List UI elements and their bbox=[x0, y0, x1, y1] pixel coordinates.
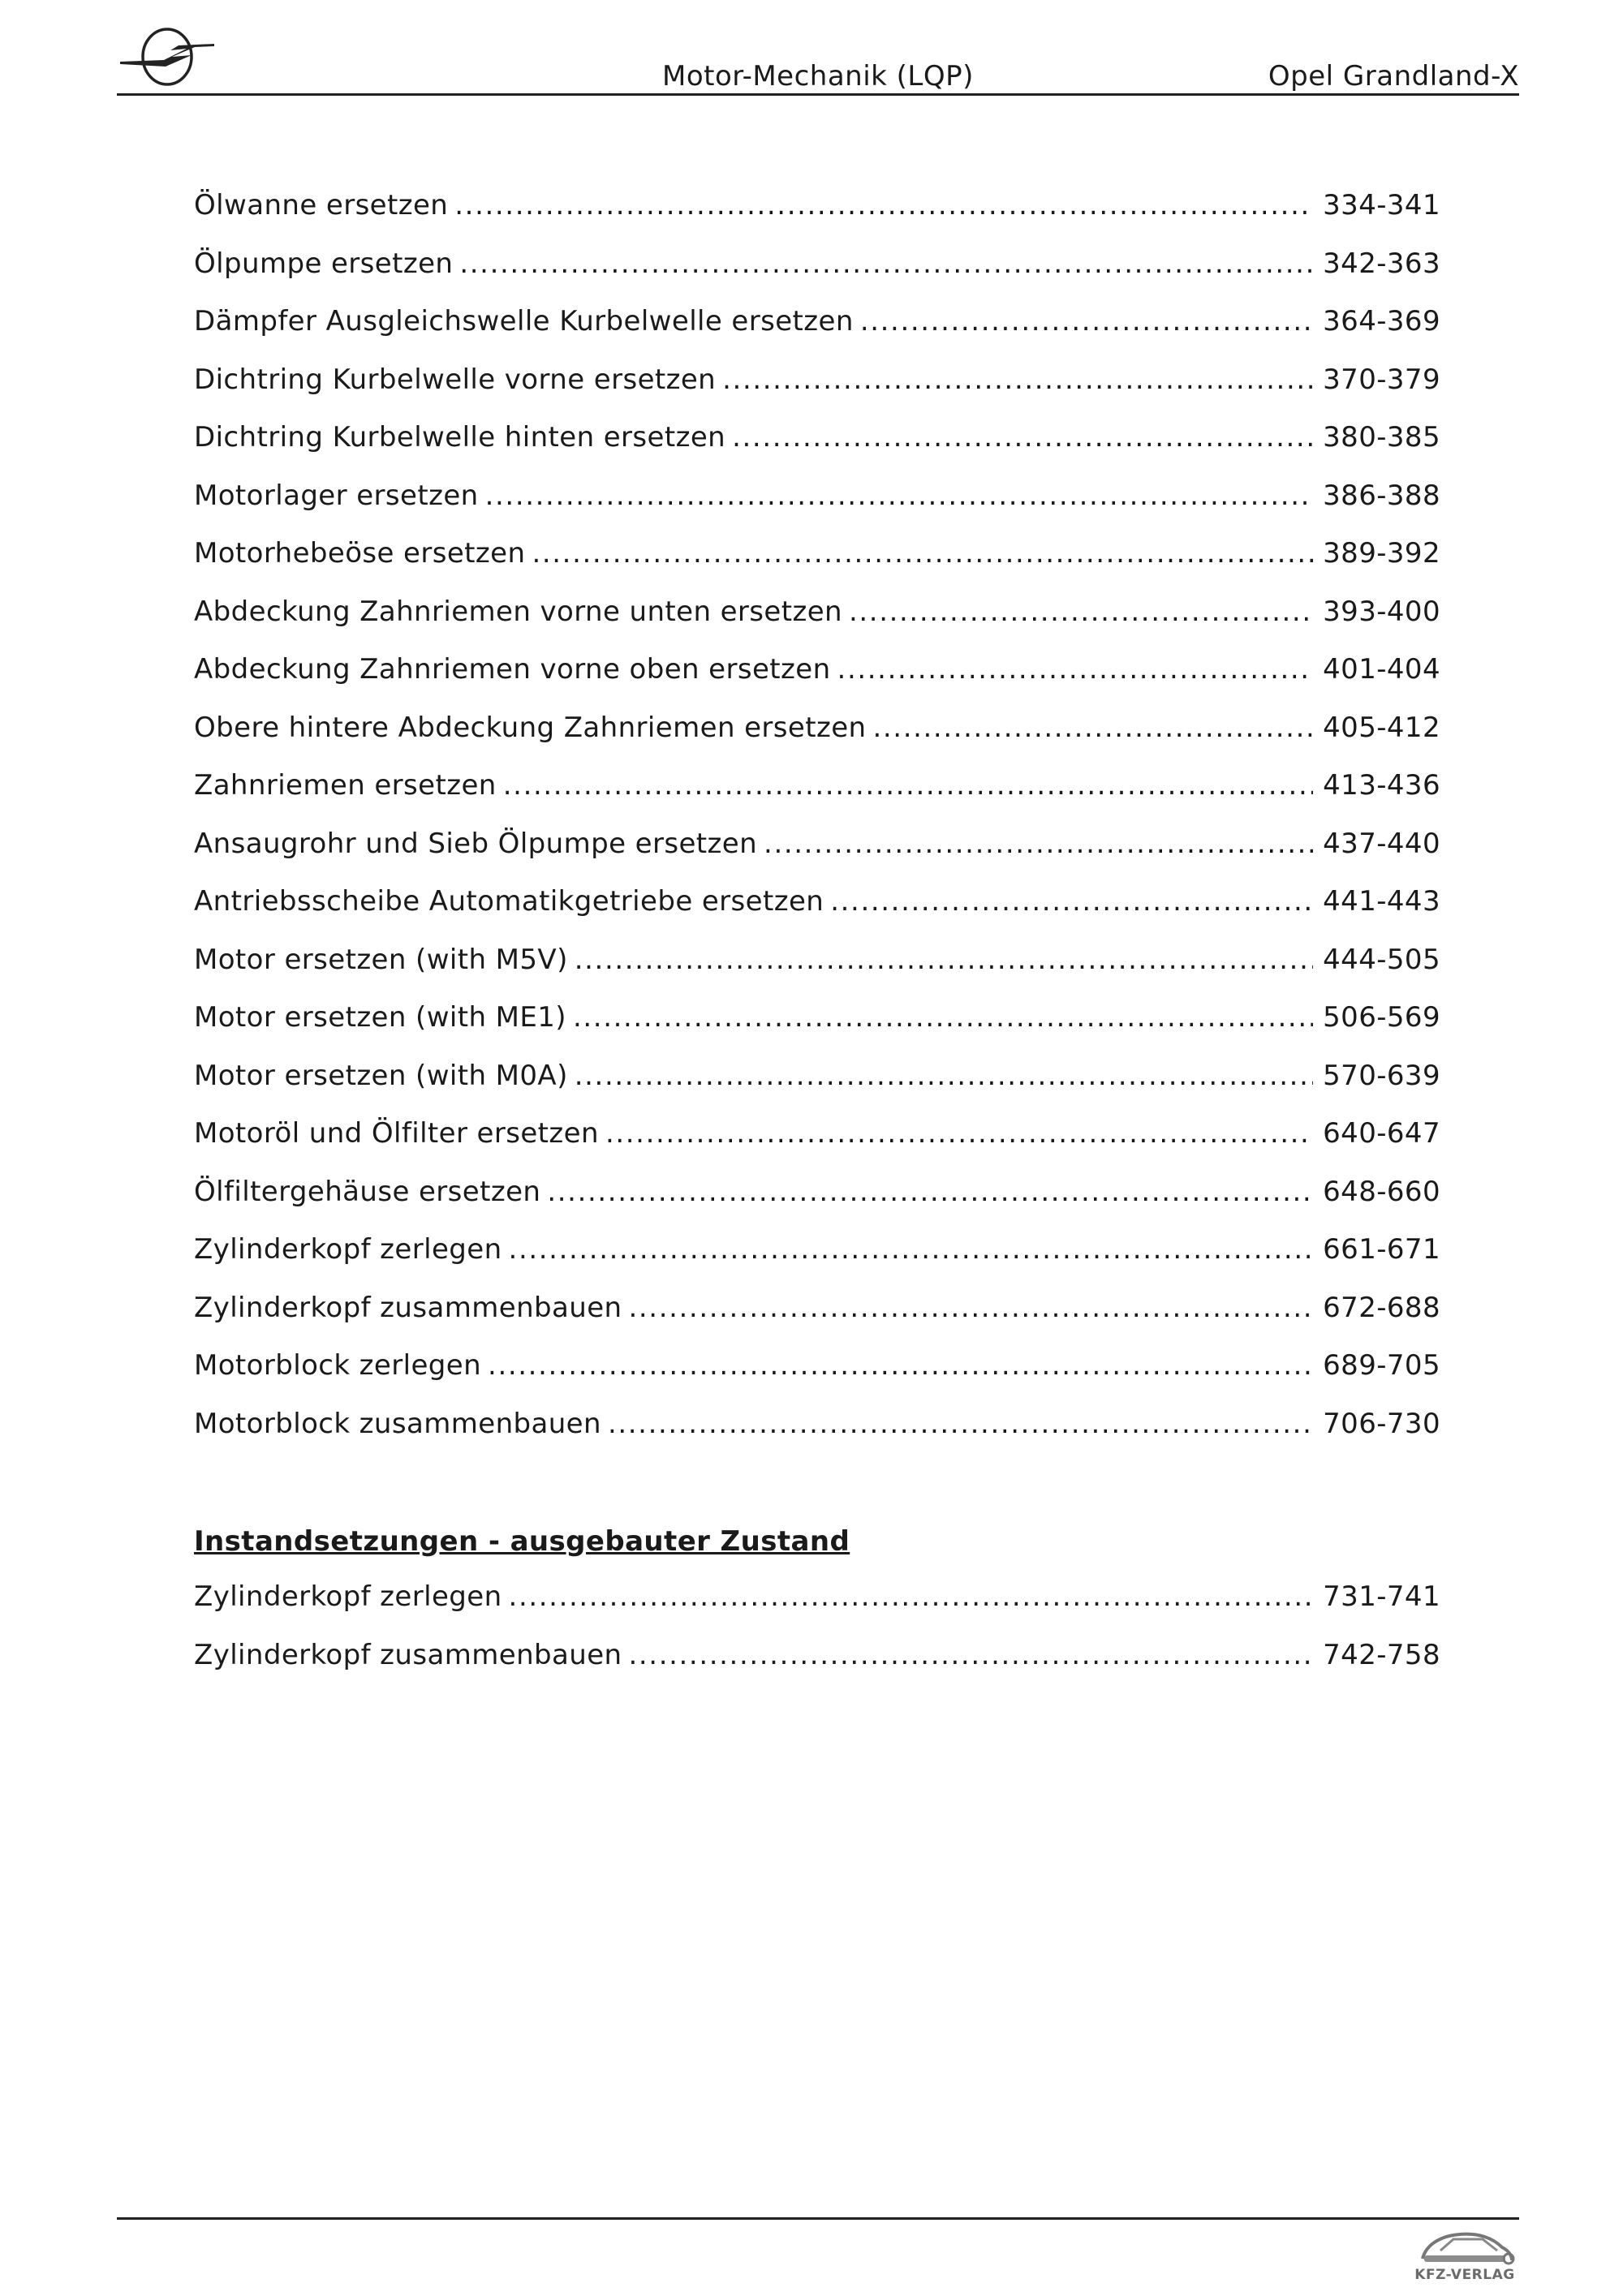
kfz-verlag-logo bbox=[1408, 2223, 1522, 2292]
header-model: Opel Grandland-X bbox=[1268, 60, 1519, 92]
toc-entry bbox=[194, 944, 1440, 1002]
toc-entry-pages: 742-758 bbox=[1323, 1638, 1440, 1671]
toc-entry-title: Zylinderkopf zusammenbauen bbox=[194, 1291, 622, 1324]
toc-entry bbox=[194, 1117, 1440, 1176]
toc-dot-leader bbox=[459, 247, 1313, 280]
footer-divider bbox=[117, 2217, 1519, 2220]
toc-entry bbox=[194, 1001, 1440, 1060]
toc-entry bbox=[194, 712, 1440, 770]
toc-entry-title: Motorlager ersetzen bbox=[194, 479, 479, 512]
toc-entry-pages: 342-363 bbox=[1323, 247, 1440, 280]
toc-entry-title: Zahnriemen ersetzen bbox=[194, 769, 497, 802]
toc-dot-leader bbox=[454, 189, 1313, 221]
toc-entry-pages: 640-647 bbox=[1323, 1117, 1440, 1150]
toc-dot-leader bbox=[575, 1060, 1313, 1092]
table-of-contents bbox=[194, 189, 1440, 1465]
toc-entry bbox=[194, 1580, 1440, 1639]
toc-dot-leader bbox=[837, 653, 1314, 686]
toc-dot-leader bbox=[509, 1580, 1314, 1613]
toc-dot-leader bbox=[732, 421, 1313, 454]
toc-entry bbox=[194, 1233, 1440, 1292]
toc-entry-title: Antriebsscheibe Automatikgetriebe ersetzen bbox=[194, 885, 824, 918]
toc-dot-leader bbox=[547, 1176, 1313, 1208]
toc-dot-leader bbox=[503, 769, 1313, 802]
toc-entry-pages: 370-379 bbox=[1323, 363, 1440, 396]
toc-entry bbox=[194, 479, 1440, 538]
toc-dot-leader bbox=[764, 828, 1313, 860]
toc-dot-leader bbox=[573, 1001, 1313, 1034]
toc-entry bbox=[194, 247, 1440, 306]
toc-entry bbox=[194, 595, 1440, 654]
toc-entry bbox=[194, 1408, 1440, 1466]
toc-entry bbox=[194, 537, 1440, 595]
toc-entry-title: Zylinderkopf zerlegen bbox=[194, 1233, 502, 1266]
toc-entry bbox=[194, 421, 1440, 479]
toc-entry-pages: 441-443 bbox=[1323, 885, 1440, 918]
toc-entry bbox=[194, 1349, 1440, 1408]
toc-entry bbox=[194, 363, 1440, 422]
toc-dot-leader bbox=[608, 1408, 1313, 1440]
toc-dot-leader bbox=[575, 944, 1313, 976]
toc-entry-title: Motor ersetzen (with M0A) bbox=[194, 1059, 568, 1092]
toc-dot-leader bbox=[509, 1233, 1314, 1266]
toc-entry-pages: 364-369 bbox=[1323, 305, 1440, 338]
toc-entry bbox=[194, 189, 1440, 247]
toc-entry-title: Dichtring Kurbelwelle vorne ersetzen bbox=[194, 363, 717, 396]
toc-dot-leader bbox=[830, 885, 1313, 918]
toc-entry bbox=[194, 885, 1440, 944]
toc-entry-pages: 570-639 bbox=[1323, 1059, 1440, 1092]
toc-entry-title: Ölwanne ersetzen bbox=[194, 189, 449, 221]
toc-entry bbox=[194, 1060, 1440, 1118]
toc-entry-title: Ansaugrohr und Sieb Ölpumpe ersetzen bbox=[194, 827, 758, 860]
toc-entry bbox=[194, 1639, 1440, 1697]
toc-dot-leader bbox=[722, 363, 1313, 396]
toc-entry-pages: 334-341 bbox=[1323, 189, 1440, 221]
toc-entry-pages: 380-385 bbox=[1323, 421, 1440, 454]
toc-entry-pages: 672-688 bbox=[1323, 1291, 1440, 1324]
toc-entry-title: Zylinderkopf zerlegen bbox=[194, 1580, 502, 1613]
toc-entry-title: Motorblock zusammenbauen bbox=[194, 1407, 601, 1440]
toc-entry bbox=[194, 1292, 1440, 1350]
toc-entry-pages: 437-440 bbox=[1323, 827, 1440, 860]
page-header bbox=[117, 24, 1519, 96]
toc-entry-pages: 389-392 bbox=[1323, 537, 1440, 570]
toc-dot-leader bbox=[872, 712, 1313, 744]
toc-entry-title: Obere hintere Abdeckung Zahnriemen ersetzen bbox=[194, 711, 867, 744]
opel-blitz-logo-icon bbox=[117, 24, 217, 89]
toc-entry-title: Zylinderkopf zusammenbauen bbox=[194, 1638, 622, 1671]
toc-entry-pages: 405-412 bbox=[1323, 711, 1440, 744]
table-of-contents-section-2 bbox=[194, 1580, 1440, 1696]
toc-entry-pages: 386-388 bbox=[1323, 479, 1440, 512]
toc-entry-pages: 661-671 bbox=[1323, 1233, 1440, 1266]
toc-entry-title: Abdeckung Zahnriemen vorne oben ersetzen bbox=[194, 653, 831, 686]
toc-entry-pages: 413-436 bbox=[1323, 769, 1440, 802]
toc-dot-leader bbox=[485, 479, 1314, 512]
toc-entry-title: Dichtring Kurbelwelle hinten ersetzen bbox=[194, 421, 726, 454]
toc-entry-title: Motorblock zerlegen bbox=[194, 1349, 482, 1382]
toc-entry-title: Dämpfer Ausgleichswelle Kurbelwelle ersetzen bbox=[194, 305, 854, 338]
footer-logo-text: KFZ-VERLAG bbox=[1414, 2267, 1515, 2283]
toc-dot-leader bbox=[488, 1349, 1313, 1382]
toc-dot-leader bbox=[605, 1117, 1313, 1150]
toc-entry bbox=[194, 769, 1440, 828]
car-wrench-logo-icon bbox=[1408, 2223, 1522, 2268]
toc-entry-pages: 648-660 bbox=[1323, 1175, 1440, 1208]
toc-entry bbox=[194, 1176, 1440, 1234]
toc-entry-pages: 731-741 bbox=[1323, 1580, 1440, 1613]
toc-entry-pages: 689-705 bbox=[1323, 1349, 1440, 1382]
toc-dot-leader bbox=[849, 595, 1313, 628]
toc-entry-pages: 444-505 bbox=[1323, 943, 1440, 976]
toc-dot-leader bbox=[860, 305, 1313, 338]
toc-dot-leader bbox=[532, 537, 1313, 570]
toc-entry bbox=[194, 305, 1440, 363]
toc-entry bbox=[194, 828, 1440, 886]
toc-entry-title: Motor ersetzen (with ME1) bbox=[194, 1001, 566, 1034]
toc-entry-pages: 706-730 bbox=[1323, 1407, 1440, 1440]
toc-entry-pages: 401-404 bbox=[1323, 653, 1440, 686]
toc-entry-title: Abdeckung Zahnriemen vorne unten ersetzen bbox=[194, 595, 842, 628]
toc-entry-title: Motor ersetzen (with M5V) bbox=[194, 943, 568, 976]
toc-dot-leader bbox=[628, 1639, 1313, 1671]
header-divider bbox=[117, 93, 1519, 96]
toc-entry-title: Ölpumpe ersetzen bbox=[194, 247, 454, 280]
header-title: Motor-Mechanik (LQP) bbox=[662, 60, 974, 92]
toc-dot-leader bbox=[628, 1292, 1313, 1324]
section-heading: Instandsetzungen - ausgebauter Zustand bbox=[194, 1525, 850, 1558]
toc-entry bbox=[194, 653, 1440, 712]
toc-entry-title: Motoröl und Ölfilter ersetzen bbox=[194, 1117, 599, 1150]
toc-entry-pages: 506-569 bbox=[1323, 1001, 1440, 1034]
toc-entry-title: Ölfiltergehäuse ersetzen bbox=[194, 1175, 541, 1208]
toc-entry-pages: 393-400 bbox=[1323, 595, 1440, 628]
toc-entry-title: Motorhebeöse ersetzen bbox=[194, 537, 526, 570]
